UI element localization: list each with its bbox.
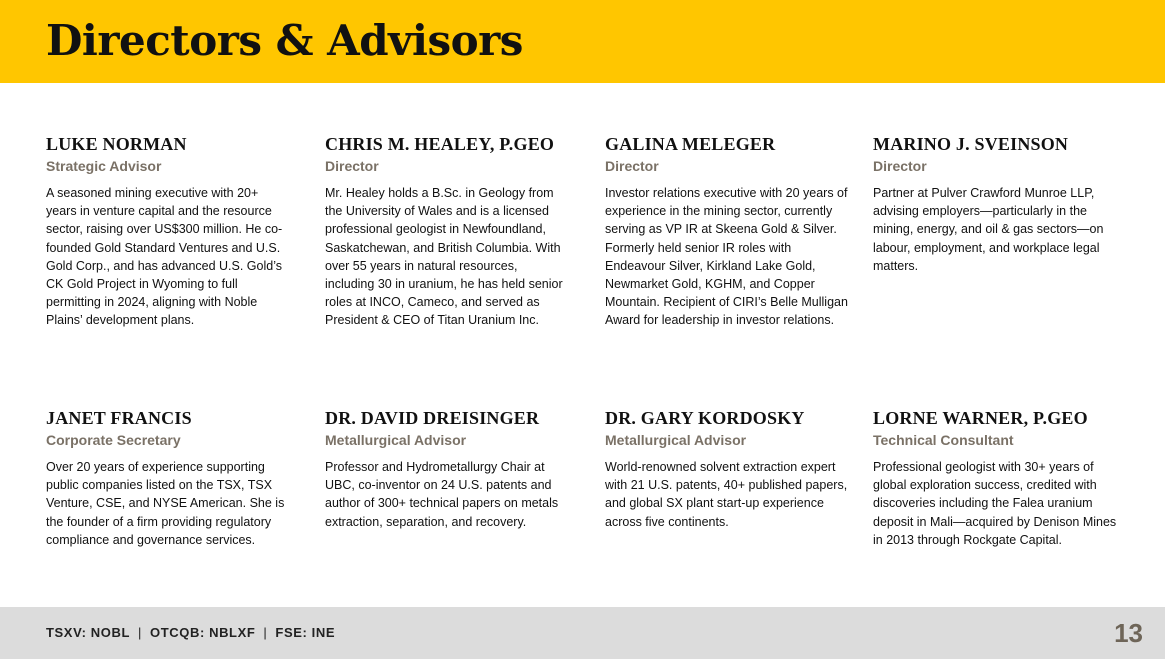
person-name: JANET FRANCIS bbox=[46, 408, 192, 428]
person-bio: Mr. Healey holds a B.Sc. in Geology from the University of Wales and is a licensed professional geologist in Newfoundland, Saskatchewan, and British Columbia. With over 55 years in natural resources, including 30 in uranium, he has held senior roles at INCO, Cameco, and served as President & CEO of Titan Uranium Inc. bbox=[325, 186, 563, 328]
page-number: 13 bbox=[1114, 618, 1143, 648]
person-card bbox=[325, 133, 568, 330]
person-card bbox=[325, 407, 568, 531]
person-bio: A seasoned mining executive with 20+ years in venture capital and the resource sector, raising over US$300 million. He co-founded Gold Standard Ventures and U.S. Gold Corp., and has advanced U.S. Gold’s CK Gold Project in Wyoming to full permitting in 2024, aligning with Noble Plains’ development plans. bbox=[46, 186, 283, 328]
person-role: Director bbox=[605, 158, 659, 174]
ticker-fse: FSE: INE bbox=[275, 625, 336, 640]
ticker-tsxv: TSXV: NOBL bbox=[46, 625, 131, 640]
person-name: DR. DAVID DREISINGER bbox=[325, 408, 540, 428]
ticker-otcqb: OTCQB: NBLXF bbox=[150, 625, 256, 640]
person-bio: Investor relations executive with 20 years of experience in the mining sector, currently serving as VP IR at Skeena Gold & Silver. Formerly held senior IR roles with Endeavour Silver, Kirkland Lake Gold, Newmarket Gold, KGHM, and Copper Mountain. Recipient of CIRI’s Belle Mulligan Award for leadership in investor relations. bbox=[605, 186, 848, 328]
page-title: Directors & Advisors bbox=[46, 16, 523, 65]
person-role: Strategic Advisor bbox=[46, 158, 162, 174]
person-card bbox=[605, 133, 848, 330]
person-bio: Professional geologist with 30+ years of global exploration success, credited with discoveries including the Falea uranium deposit in Mali—acquired by Denison Mines in 2013 through Rockgate Capital. bbox=[873, 460, 1117, 547]
person-bio: Professor and Hydrometallurgy Chair at UBC, co-inventor on 24 U.S. patents and author of 300+ technical papers on metals extraction, separation, and recovery. bbox=[325, 460, 559, 529]
person-role: Corporate Secretary bbox=[46, 432, 181, 448]
ticker-symbols bbox=[46, 625, 335, 640]
person-name: LUKE NORMAN bbox=[46, 134, 187, 154]
person-card bbox=[873, 407, 1121, 549]
person-bio: Partner at Pulver Crawford Munroe LLP, advising employers—particularly in the mining, energy, and oil & gas sectors—on labour, employment, and workplace legal matters. bbox=[873, 186, 1104, 273]
person-card bbox=[605, 407, 848, 531]
person-bio: World-renowned solvent extraction expert with 21 U.S. patents, 40+ published papers, and global SX plant start-up experience across five continents. bbox=[605, 460, 848, 529]
person-card bbox=[46, 133, 286, 330]
person-role: Director bbox=[325, 158, 379, 174]
title-banner bbox=[0, 0, 1165, 83]
person-role: Technical Consultant bbox=[873, 432, 1014, 448]
person-name: LORNE WARNER, P.GEO bbox=[873, 408, 1088, 428]
person-name: MARINO J. SVEINSON bbox=[873, 134, 1069, 154]
person-bio: Over 20 years of experience supporting public companies listed on the TSX, TSX Venture, CSE, and NYSE American. She is the founder of a firm providing regulatory compliance and governance services. bbox=[46, 460, 285, 547]
person-name: CHRIS M. HEALEY, P.GEO bbox=[325, 134, 555, 154]
ticker-separator: | bbox=[263, 625, 268, 640]
ticker-separator: | bbox=[138, 625, 142, 640]
person-role: Metallurgical Advisor bbox=[605, 432, 747, 448]
person-name: GALINA MELEGER bbox=[605, 134, 776, 154]
person-name: DR. GARY KORDOSKY bbox=[605, 408, 805, 428]
person-card bbox=[873, 133, 1121, 275]
person-role: Director bbox=[873, 158, 927, 174]
person-card bbox=[46, 407, 286, 549]
footer-bar bbox=[0, 607, 1165, 659]
person-role: Metallurgical Advisor bbox=[325, 432, 467, 448]
